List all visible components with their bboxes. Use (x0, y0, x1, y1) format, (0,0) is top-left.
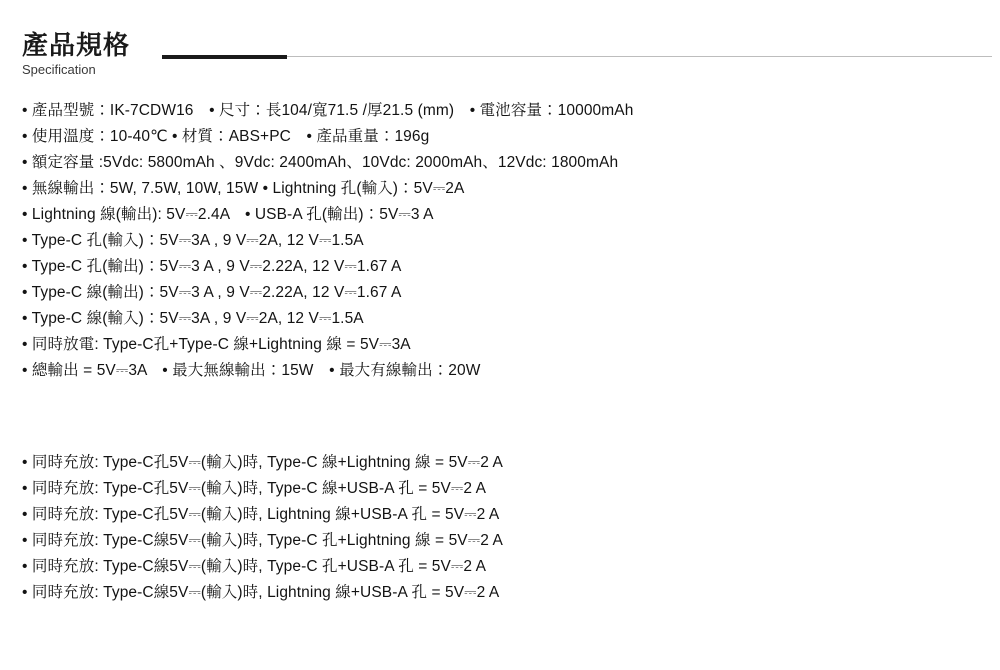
header-rule-strong (162, 55, 287, 59)
spec-line: • 額定容量 :5Vdc: 5800mAh 、9Vdc: 2400mAh、10Vdc: 2000mAh、12Vdc: 1800mAh (22, 154, 619, 171)
spec-line: • 同時充放: Type-C孔5V⎓(輸入)時, Lightning 線+USB-A 孔 = 5V⎓2 A (22, 506, 500, 523)
spec-line: • 同時充放: Type-C線5V⎓(輸入)時, Type-C 孔+Lightning 線 = 5V⎓2 A (22, 532, 503, 549)
spec-line: • 產品型號：IK-7CDW16 • 尺寸：長104/寬71.5 /厚21.5 (mm) • 電池容量：10000mAh (22, 102, 634, 119)
spec-line: • Type-C 線(輸入)：5V⎓3A , 9 V⎓2A, 12 V⎓1.5A (22, 310, 364, 327)
spec-line: • Lightning 線(輸出): 5V⎓2.4A • USB-A 孔(輸出)：5V⎓3 A (22, 206, 434, 223)
spec-line: • 使用溫度：10-40℃ • 材質：ABS+PC • 產品重量：196g (22, 128, 430, 145)
spec-line: • Type-C 線(輸出)：5V⎓3 A , 9 V⎓2.22A, 12 V⎓1.67 A (22, 284, 402, 301)
spec-line: • 同時充放: Type-C孔5V⎓(輸入)時, Type-C 線+USB-A 孔 = 5V⎓2 A (22, 480, 487, 497)
page-title: 產品規格 (22, 30, 131, 60)
page-subtitle: Specification (22, 62, 96, 77)
spec-line: • Type-C 孔(輸入)：5V⎓3A , 9 V⎓2A, 12 V⎓1.5A (22, 232, 364, 249)
spec-list-primary (22, 98, 982, 384)
spec-line: • 無線輸出：5W, 7.5W, 10W, 15W • Lightning 孔(輸入)：5V⎓2A (22, 180, 465, 197)
header-rule-light (287, 56, 992, 57)
spec-line: • 同時充放: Type-C線5V⎓(輸入)時, Type-C 孔+USB-A 孔 = 5V⎓2 A (22, 558, 487, 575)
spec-line: • 同時放電: Type-C孔+Type-C 線+Lightning 線 = 5V⎓3A (22, 336, 411, 353)
page-header (22, 30, 972, 86)
spec-line: • 總輸出 = 5V⎓3A • 最大無線輸出：15W • 最大有線輸出：20W (22, 362, 481, 379)
spec-line: • 同時充放: Type-C線5V⎓(輸入)時, Lightning 線+USB-A 孔 = 5V⎓2 A (22, 584, 500, 601)
spec-list-secondary (22, 450, 982, 606)
spec-line: • 同時充放: Type-C孔5V⎓(輸入)時, Type-C 線+Lightning 線 = 5V⎓2 A (22, 454, 503, 471)
spec-line: • Type-C 孔(輸出)：5V⎓3 A , 9 V⎓2.22A, 12 V⎓1.67 A (22, 258, 402, 275)
